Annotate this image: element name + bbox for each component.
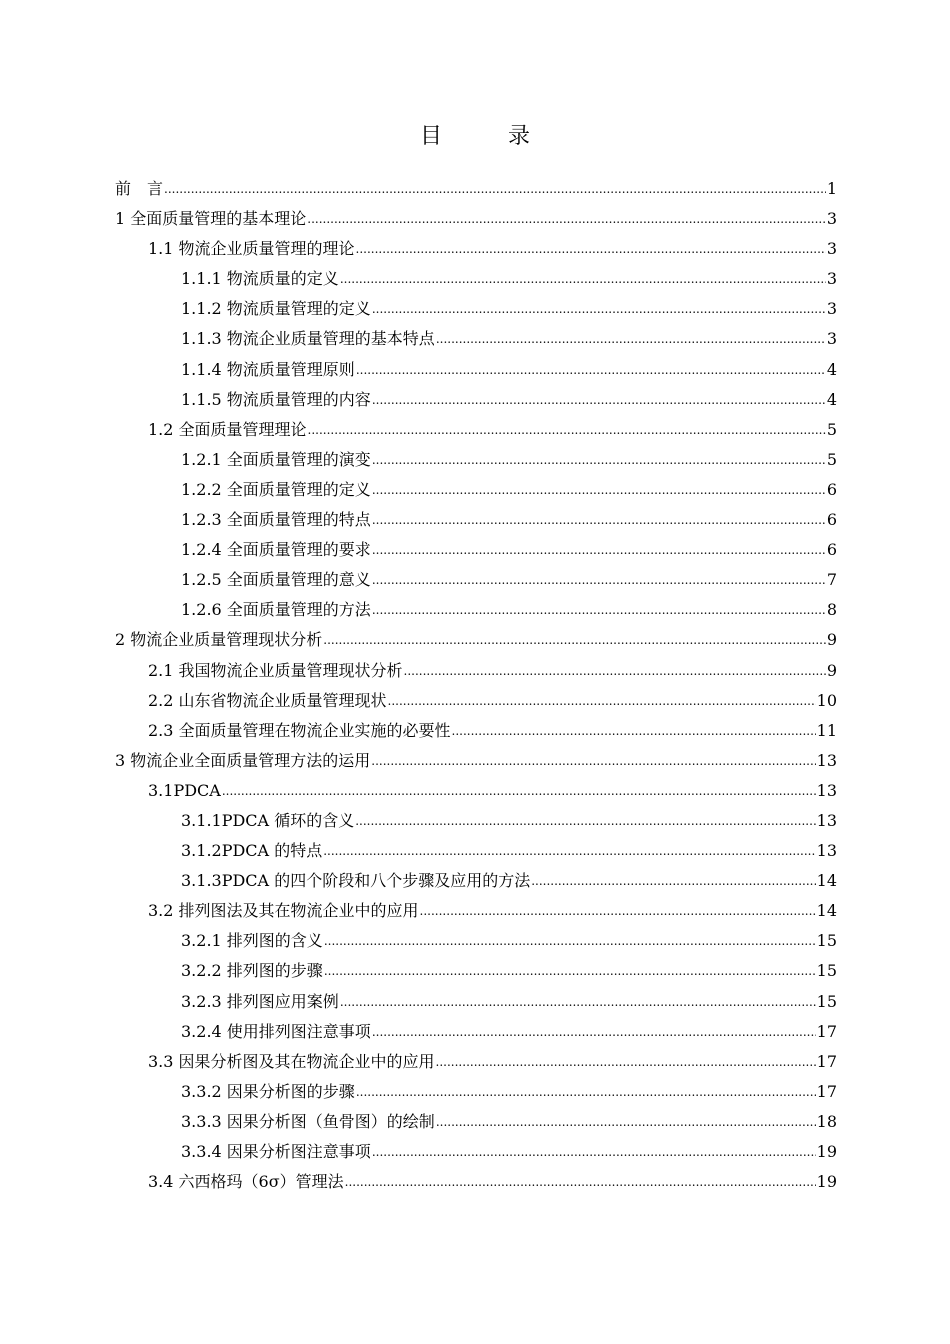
- toc-entry-page: 6: [826, 540, 837, 560]
- toc-entry-page: 4: [826, 359, 837, 379]
- toc-entry-page: 19: [816, 1142, 837, 1161]
- toc-entry-page: 13: [816, 841, 837, 861]
- toc-entry-page: 14: [816, 901, 837, 921]
- toc-leader-dots: [372, 1136, 816, 1167]
- toc-leader-dots: [452, 715, 816, 746]
- toc-leader-dots: [345, 1166, 816, 1197]
- toc-leader-dots: [323, 835, 815, 866]
- toc-entry-page: 15: [816, 931, 837, 951]
- toc-entry-page: 17: [816, 1021, 837, 1041]
- toc-entry[interactable]: [115, 776, 837, 806]
- toc-entry-page: 3: [826, 209, 837, 229]
- toc-entry-label: 1.2 全面质量管理理论: [148, 419, 307, 439]
- toc-entry-page: 9: [826, 660, 837, 680]
- toc-entry-label: 3.3.4 因果分析图注意事项: [181, 1142, 371, 1161]
- toc-entry[interactable]: [115, 415, 837, 445]
- toc-leader-dots: [436, 1106, 816, 1137]
- toc-entry-page: 17: [816, 1081, 837, 1101]
- toc-entry[interactable]: [115, 174, 837, 204]
- toc-leader-dots: [356, 1076, 816, 1107]
- toc-entry-label: 3.1.1PDCA 循环的含义: [181, 810, 355, 830]
- table-of-contents: [115, 174, 837, 1197]
- toc-leader-dots: [404, 655, 826, 686]
- toc-entry-label: 2.2 山东省物流企业质量管理现状: [148, 690, 387, 710]
- toc-leader-dots: [355, 805, 815, 836]
- toc-entry-page: 5: [826, 449, 837, 469]
- toc-leader-dots: [222, 775, 816, 806]
- toc-entry-page: 3: [826, 239, 837, 259]
- toc-entry[interactable]: [115, 625, 837, 655]
- toc-leader-dots: [436, 1046, 816, 1077]
- toc-entry[interactable]: [115, 204, 837, 234]
- toc-entry-label: 3.3.2 因果分析图的步骤: [181, 1081, 355, 1101]
- toc-entry-page: 8: [826, 600, 837, 620]
- toc-entry[interactable]: [115, 1167, 837, 1197]
- toc-entry[interactable]: [115, 505, 837, 535]
- toc-entry-page: 15: [816, 991, 837, 1011]
- toc-entry-label: 3.2.2 排列图的步骤: [181, 961, 323, 981]
- toc-entry[interactable]: [115, 475, 837, 505]
- toc-entry-page: 6: [826, 479, 837, 499]
- toc-entry-label: 1.1.1 物流质量的定义: [181, 269, 339, 289]
- toc-entry-page: 5: [826, 419, 837, 439]
- toc-leader-dots: [323, 624, 826, 655]
- toc-entry-label: 1.2.1 全面质量管理的演变: [181, 449, 371, 469]
- toc-entry[interactable]: [115, 1017, 837, 1047]
- toc-entry-page: 14: [816, 871, 837, 891]
- toc-entry-label: 1.2.5 全面质量管理的意义: [181, 570, 371, 590]
- toc-leader-dots: [388, 685, 816, 716]
- toc-entry-label: 2.1 我国物流企业质量管理现状分析: [148, 660, 403, 680]
- toc-entry-page: 13: [816, 750, 837, 770]
- toc-entry-label: 3.1.2PDCA 的特点: [181, 841, 323, 861]
- toc-entry-label: 3.4 六西格玛（6σ）管理法: [148, 1172, 344, 1192]
- toc-entry-label: 3.2.4 使用排列图注意事项: [181, 1021, 371, 1041]
- toc-entry[interactable]: [115, 565, 837, 595]
- toc-leader-dots: [324, 925, 816, 956]
- toc-entry[interactable]: [115, 806, 837, 836]
- toc-entry[interactable]: [115, 355, 837, 385]
- toc-entry-label: 1.2.6 全面质量管理的方法: [181, 600, 371, 620]
- toc-entry[interactable]: [115, 686, 837, 716]
- toc-entry[interactable]: [115, 1077, 837, 1107]
- toc-entry-label: 1.1.3 物流企业质量管理的基本特点: [181, 329, 435, 349]
- toc-entry-label: 1.1.4 物流质量管理原则: [181, 359, 355, 379]
- toc-leader-dots: [340, 263, 826, 294]
- toc-entry-label: 1.1.2 物流质量管理的定义: [181, 299, 371, 319]
- toc-entry-label: 1.2.4 全面质量管理的要求: [181, 540, 371, 560]
- toc-entry[interactable]: [115, 746, 837, 776]
- toc-leader-dots: [356, 354, 826, 385]
- toc-entry-page: 11: [816, 720, 837, 740]
- toc-entry-page: 7: [826, 570, 837, 590]
- toc-entry[interactable]: [115, 956, 837, 986]
- toc-entry-label: 1.1.5 物流质量管理的内容: [181, 389, 371, 409]
- toc-entry-label: 3.2.3 排列图应用案例: [181, 991, 339, 1011]
- toc-entry-page: 17: [816, 1051, 837, 1071]
- toc-leader-dots: [308, 414, 826, 445]
- toc-leader-dots: [372, 384, 826, 415]
- toc-entry-label: 3.3.3 因果分析图（鱼骨图）的绘制: [181, 1111, 435, 1131]
- toc-entry[interactable]: [115, 385, 837, 415]
- toc-leader-dots: [372, 1016, 816, 1047]
- toc-entry-label: 1 全面质量管理的基本理论: [115, 209, 307, 229]
- toc-leader-dots: [420, 895, 816, 926]
- toc-title: 目 录: [419, 124, 552, 149]
- toc-leader-dots: [307, 203, 826, 234]
- toc-entry[interactable]: [115, 324, 837, 354]
- toc-entry-label: 1.2.3 全面质量管理的特点: [181, 510, 371, 530]
- toc-leader-dots: [372, 293, 826, 324]
- toc-entry[interactable]: [115, 716, 837, 746]
- toc-entry-label: 3.1PDCA: [148, 780, 221, 800]
- toc-entry-label: 1.1 物流企业质量管理的理论: [148, 239, 355, 259]
- toc-entry[interactable]: [115, 234, 837, 264]
- toc-entry[interactable]: [115, 294, 837, 324]
- toc-leader-dots: [324, 955, 816, 986]
- toc-leader-dots: [436, 323, 826, 354]
- toc-entry[interactable]: [115, 896, 837, 926]
- toc-entry[interactable]: [115, 656, 837, 686]
- toc-leader-dots: [372, 504, 826, 535]
- toc-entry[interactable]: [115, 836, 837, 866]
- toc-entry[interactable]: [115, 926, 837, 956]
- toc-entry-label: 3.2.1 排列图的含义: [181, 931, 323, 951]
- toc-entry-page: 15: [816, 961, 837, 981]
- toc-entry-label: 3.1.3PDCA 的四个阶段和八个步骤及应用的方法: [181, 871, 531, 891]
- toc-entry-page: 3: [826, 299, 837, 319]
- toc-entry[interactable]: [115, 264, 837, 294]
- toc-entry-label: 2 物流企业质量管理现状分析: [115, 630, 323, 650]
- toc-leader-dots: [372, 594, 826, 625]
- toc-leader-dots: [372, 564, 826, 595]
- toc-entry[interactable]: [115, 1107, 837, 1137]
- toc-entry-page: 3: [826, 329, 837, 349]
- toc-entry-page: 10: [816, 690, 837, 710]
- toc-leader-dots: [356, 233, 826, 264]
- toc-leader-dots: [371, 745, 815, 776]
- toc-entry[interactable]: [115, 535, 837, 565]
- toc-entry-page: 18: [816, 1111, 837, 1131]
- toc-entry-page: 3: [826, 269, 837, 289]
- toc-entry-page: 13: [816, 810, 837, 830]
- toc-entry-label: 2.3 全面质量管理在物流企业实施的必要性: [148, 720, 451, 740]
- toc-leader-dots: [164, 173, 826, 204]
- toc-entry-page: 1: [826, 179, 837, 198]
- toc-entry[interactable]: [115, 987, 837, 1017]
- toc-entry[interactable]: [115, 595, 837, 625]
- toc-leader-dots: [531, 865, 815, 896]
- toc-entry-page: 4: [826, 389, 837, 409]
- toc-leader-dots: [372, 474, 826, 505]
- toc-entry-page: 6: [826, 510, 837, 530]
- toc-leader-dots: [372, 534, 826, 565]
- toc-entry-label: 3 物流企业全面质量管理方法的运用: [115, 750, 371, 770]
- toc-entry[interactable]: [115, 1137, 837, 1167]
- toc-entry-page: 9: [826, 630, 837, 650]
- toc-entry-page: 13: [816, 780, 837, 800]
- toc-leader-dots: [372, 444, 826, 475]
- toc-entry-label: 1.2.2 全面质量管理的定义: [181, 479, 371, 499]
- toc-entry-page: 19: [816, 1172, 837, 1192]
- toc-entry[interactable]: [115, 445, 837, 475]
- toc-entry-label: 前 言: [115, 179, 164, 198]
- toc-entry-label: 3.2 排列图法及其在物流企业中的应用: [148, 901, 419, 921]
- toc-entry[interactable]: [115, 866, 837, 896]
- toc-entry-label: 3.3 因果分析图及其在物流企业中的应用: [148, 1051, 435, 1071]
- toc-leader-dots: [340, 986, 816, 1017]
- toc-entry[interactable]: [115, 1047, 837, 1077]
